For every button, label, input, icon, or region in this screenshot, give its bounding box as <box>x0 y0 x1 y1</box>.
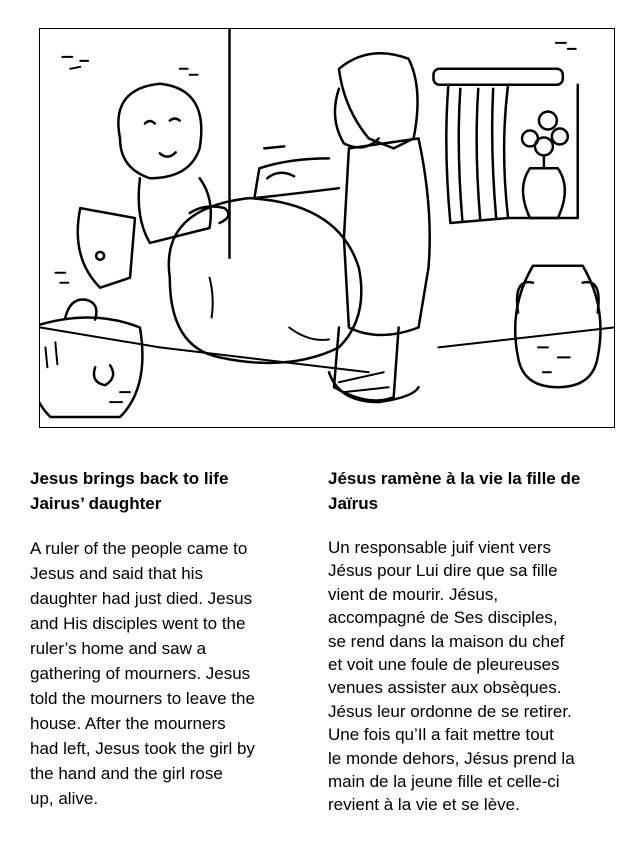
french-column <box>328 466 618 817</box>
english-column <box>30 466 310 811</box>
basket <box>40 299 142 417</box>
english-title: Jesus brings back to life Jairus’ daughter <box>30 469 229 513</box>
illustration-frame <box>39 28 615 428</box>
french-title: Jésus ramène à la vie la fille de Jaïrus <box>328 469 581 513</box>
coloring-illustration <box>40 29 614 427</box>
bed <box>78 198 369 372</box>
french-body: Un responsable juif vient vers Jésus pour Lui dire que sa fille vient de mourir. Jésus, accompagné de Ses disciples, se rend dans la maison du chef et voit une foule de pleureuses venues assister aux obsèques. Jésus leur ordonne de se retirer. Une fois qu’Il a fait mettre tout le monde dehors, Jésus prend la main de la jeune fille et celle-ci revient à la vie et se lève. <box>328 538 575 815</box>
english-body: A ruler of the people came to Jesus and said that his daughter had just died. Jesus and His disciples went to the ruler’s home and saw a gathering of mourners. Jesus told the mourners to leave the house. After the mourners had left, Jesus took the girl by the hand and the girl rose up, alive. <box>30 539 255 808</box>
clay-jug <box>515 266 600 387</box>
jesus-figure <box>254 53 429 402</box>
window <box>433 69 577 223</box>
flower-vase <box>522 112 568 218</box>
